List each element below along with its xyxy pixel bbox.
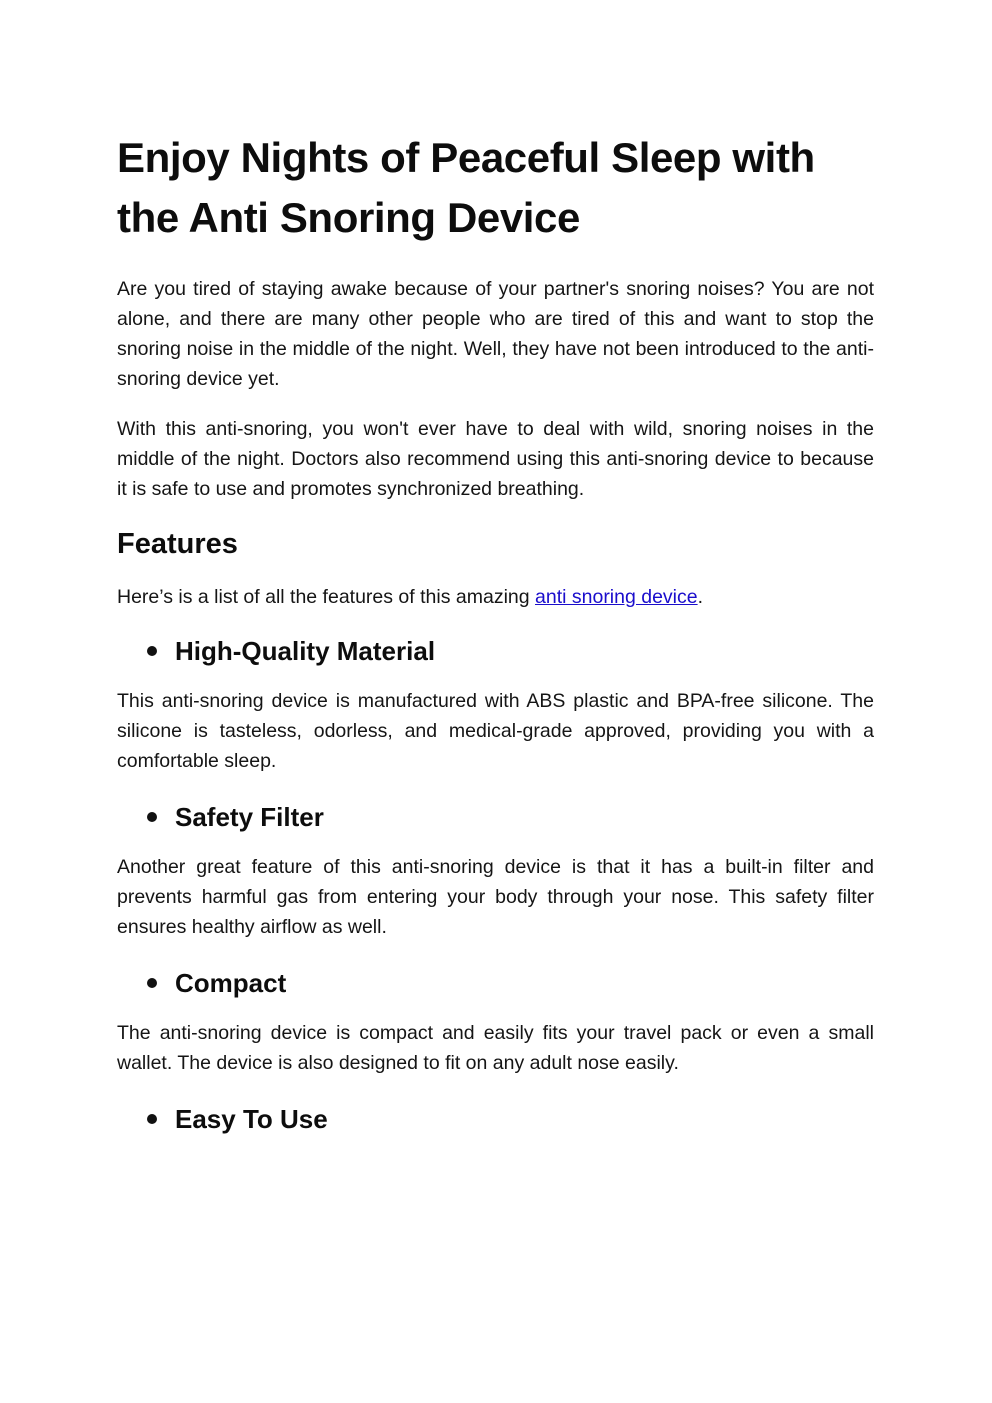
feature-title: Compact <box>175 968 287 998</box>
features-lead <box>117 582 874 612</box>
features-lead-text: Here’s is a list of all the features of this amazing <box>117 586 536 608</box>
bullet-icon <box>147 646 157 656</box>
feature-title: High-Quality Material <box>175 636 436 666</box>
anti-snoring-device-link[interactable]: anti snoring device <box>535 586 698 608</box>
document-page <box>117 128 874 1154</box>
feature-heading <box>117 632 874 670</box>
feature-heading <box>117 1100 874 1138</box>
features-heading: Features <box>117 528 238 560</box>
feature-item-high-quality-material <box>117 632 874 776</box>
feature-heading <box>117 964 874 1002</box>
features-lead-end: . <box>697 586 704 608</box>
feature-body: This anti-snoring device is manufactured with ABS plastic and BPA-free silicone. The silicone is tasteless, odorless, and medical-grade approved, providing you with a comfortable sleep. <box>117 690 874 772</box>
feature-item-compact <box>117 964 874 1078</box>
intro-paragraph-2: With this anti-snoring, you won't ever have to deal with wild, snoring noises in the middle of the night. Doctors also recommend using this anti-snoring device to because it is safe to use and promotes synchronized breathing. <box>117 418 874 500</box>
feature-item-easy-to-use <box>117 1100 874 1138</box>
page-title: Enjoy Nights of Peaceful Sleep with the Anti Snoring Device <box>117 134 815 241</box>
feature-body: The anti-snoring device is compact and easily fits your travel pack or even a small wallet. The device is also designed to fit on any adult nose easily. <box>117 1022 874 1074</box>
feature-heading <box>117 798 874 836</box>
bullet-icon <box>147 978 157 988</box>
bullet-icon <box>147 1114 157 1124</box>
feature-item-safety-filter <box>117 798 874 942</box>
feature-title: Easy To Use <box>175 1104 328 1134</box>
feature-title: Safety Filter <box>175 802 324 832</box>
intro-paragraph-1: Are you tired of staying awake because of your partner's snoring noises? You are not alone, and there are many other people who are tired of this and want to stop the snoring noise in the middle of the night. Well, they have not been introduced to the anti-snoring device yet. <box>117 278 874 390</box>
bullet-icon <box>147 812 157 822</box>
feature-body: Another great feature of this anti-snoring device is that it has a built-in filter and prevents harmful gas from entering your body through your nose. This safety filter ensures healthy airflow as well. <box>117 856 874 938</box>
